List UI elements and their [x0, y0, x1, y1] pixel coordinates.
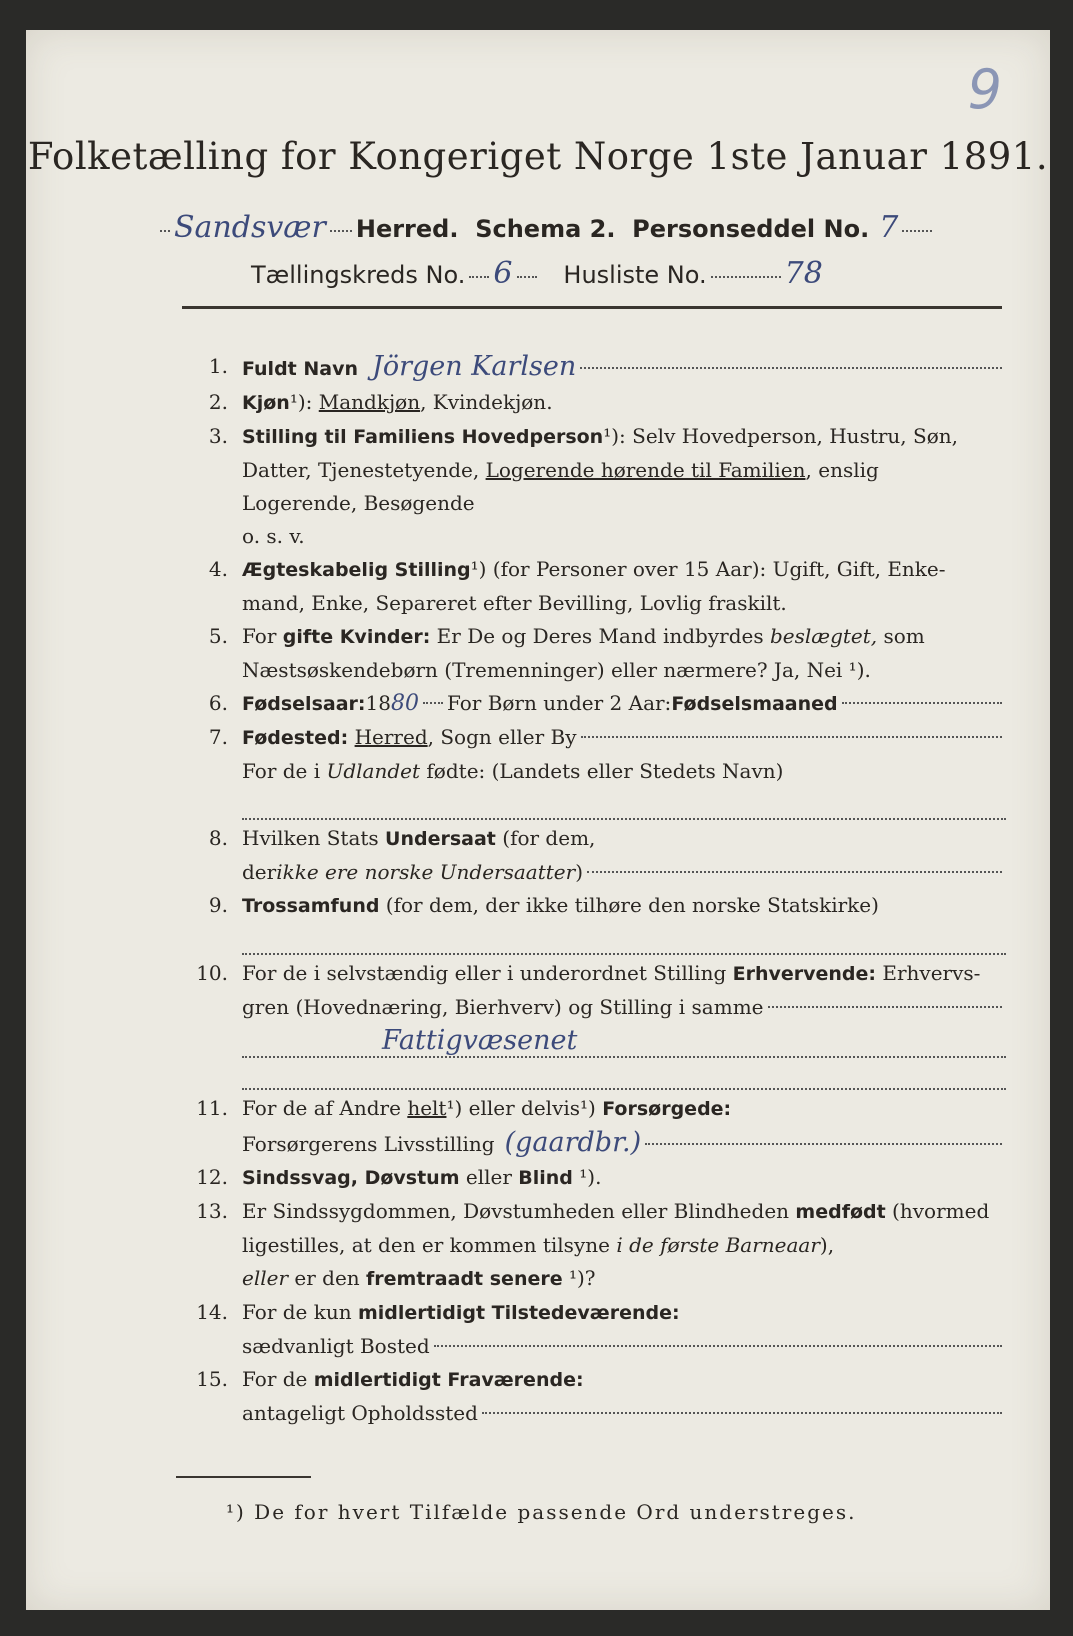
- census-form-sheet: [26, 30, 1050, 1610]
- item-14: 14. For de kun midlertidigt Tilstedeværende: sædvanligt Bosted: [176, 1296, 1006, 1363]
- schema-label: Schema 2.: [475, 215, 616, 243]
- question-list: [176, 350, 1006, 1430]
- item-5: 5. For gifte Kvinder: Er De og Deres Mand indbyrdes beslægtet, som Næstsøskendebørn (Tremenninger) eller nærmere? Ja, Nei ¹).: [208, 624, 925, 682]
- footnote-rule: [176, 1476, 311, 1478]
- birth-year-value: 80: [390, 691, 419, 716]
- personseddel-label: Personseddel No.: [632, 215, 870, 243]
- item-4: 4. Ægteskabelig Stilling¹) (for Personer over 15 Aar): Ugift, Gift, Enke- mand, Enke, Separeret efter Bevilling, Lovlig fraskilt.: [208, 557, 946, 615]
- item-13: 13. Er Sindssygdommen, Døvstumheden eller Blindheden medfødt (hvormed ligestilles, at den er kommen tilsyne i de første Barneaar), eller er den fremtraadt senere ¹)?: [196, 1199, 990, 1290]
- kreds-value: 6: [493, 256, 513, 291]
- footnote: ¹) De for hvert Tilfælde passende Ord understreges.: [226, 1500, 857, 1524]
- herred-row: [156, 210, 1006, 245]
- position-selected: Logerende hørende til Familien: [485, 458, 806, 482]
- herred-label: Herred.: [355, 215, 459, 243]
- occupation-value: Fattigvæsenet: [382, 1025, 578, 1056]
- birthplace-selected: Herred: [354, 725, 428, 749]
- husliste-value: 78: [784, 256, 823, 291]
- item-2: 2. Kjøn¹): Mandkjøn, Kvindekjøn.: [208, 390, 553, 414]
- full-name-value: Jörgen Karlsen: [372, 351, 577, 382]
- herred-value: Sandsvær: [174, 210, 326, 245]
- item-11: 11. For de af Andre helt¹) eller delvis¹) Forsørgede: Forsørgerens Livsstilling (gaardbr.): [176, 1092, 1006, 1161]
- gender-selected: Mandkjøn: [318, 390, 421, 414]
- item-8: 8. Hvilken Stats Undersaat (for dem, der ikke ere norske Undersaatter ): [176, 822, 1006, 889]
- item-15: 15. For de midlertidigt Fraværende: antageligt Opholdssted: [176, 1363, 1006, 1430]
- item-1: 1. Fuldt Navn Jörgen Karlsen: [176, 350, 1006, 386]
- item-7: 7. Fødested: Herred , Sogn eller By For de i Udlandet fødte: (Landets eller Stedets Navn): [176, 721, 1006, 822]
- item-12: 12. Sindssvag, Døvstum eller Blind ¹).: [196, 1165, 602, 1189]
- item-10: 10. For de i selvstændig eller i underordnet Stilling Erhvervende: Erhvervs- gren (Hovednæring, Bierhverv) og Stilling i samme Fattigvæsenet: [176, 957, 1006, 1092]
- personseddel-value: 7: [879, 210, 899, 245]
- form-title: Folketælling for Kongeriget Norge 1ste Januar 1891.: [27, 135, 1049, 178]
- item-6: 6. Fødselsaar: 18 80 For Børn under 2 Aar: Fødselsmaaned: [176, 687, 1006, 721]
- header-rule: [182, 306, 1002, 309]
- kreds-row: [251, 256, 991, 291]
- item-9: 9. Trossamfund (for dem, der ikke tilhøre den norske Statskirke): [176, 889, 1006, 957]
- item-3: 3. Stilling til Familiens Hovedperson¹): Selv Hovedperson, Hustru, Søn, Datter, Tjenestetyende, Logerende hørende til Familien, enslig Logerende, Besøgende o. s. v.: [208, 424, 959, 548]
- provider-occupation-value: (gaardbr.): [504, 1127, 642, 1158]
- kreds-label: Tællingskreds No.: [251, 261, 466, 289]
- husliste-label: Husliste No.: [563, 261, 707, 289]
- archive-page-number: 9: [967, 58, 1002, 121]
